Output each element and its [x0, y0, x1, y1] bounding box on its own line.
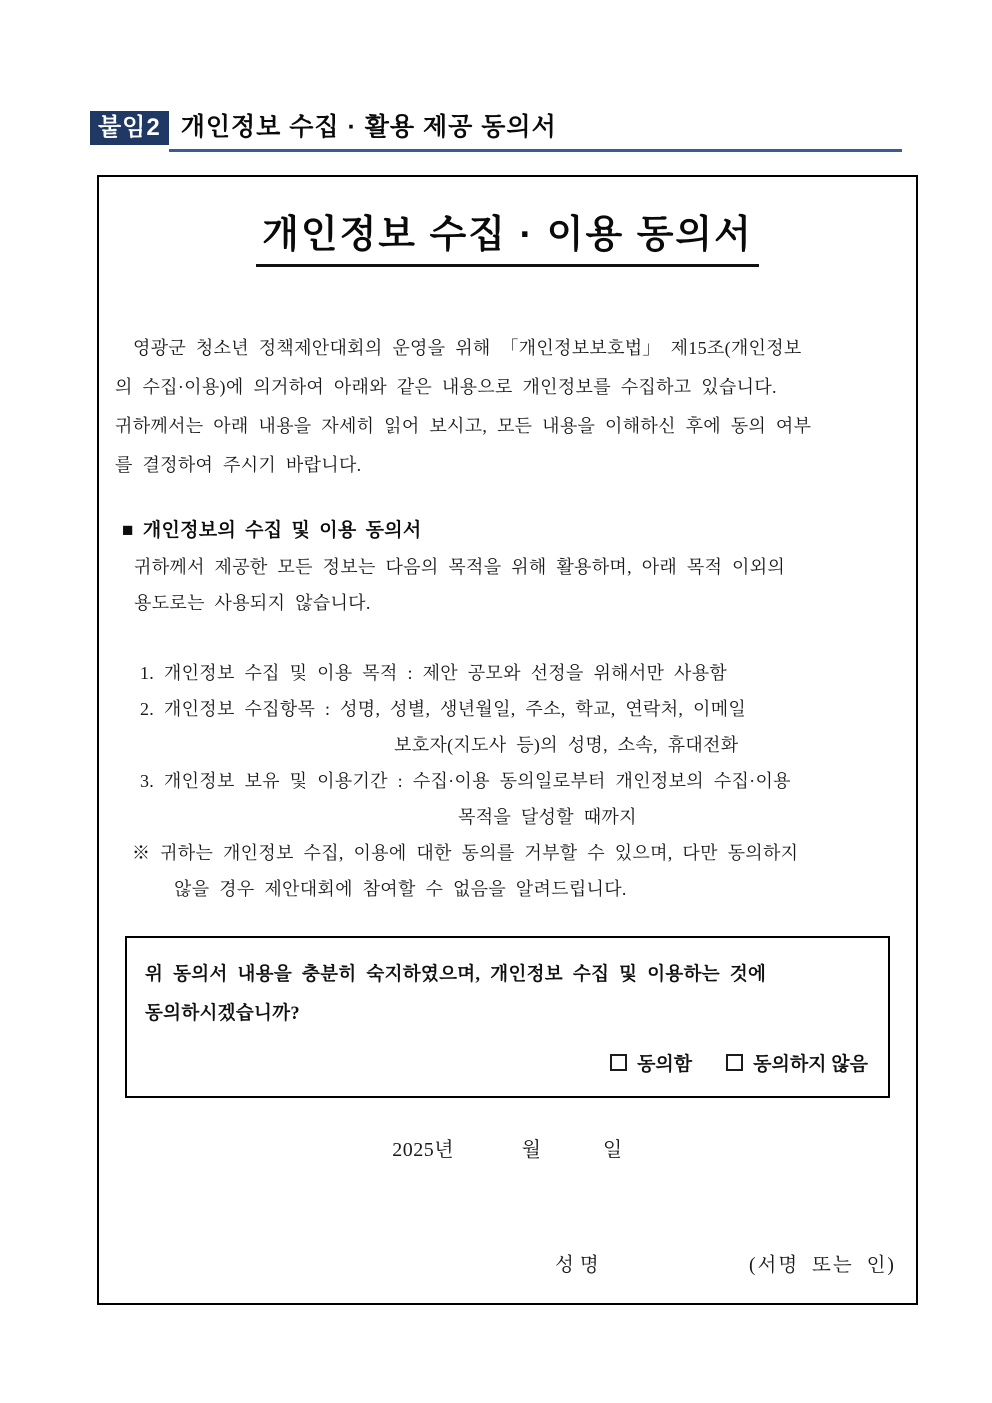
- list-item-2: 2. 개인정보 수집항목 : 성명, 성별, 생년월일, 주소, 학교, 연락처, 이메일: [140, 699, 747, 719]
- intro-line: 귀하께서는 아래 내용을 자세히 읽어 보시고, 모든 내용을 이해하신 후에 동의 여부: [115, 416, 812, 436]
- date-year: 2025년: [392, 1139, 455, 1161]
- signature-line: [99, 1249, 916, 1277]
- intro-line: 의 수집·이용)에 의거하여 아래와 같은 내용으로 개인정보를 수집하고 있습니다.: [115, 377, 777, 397]
- date-line: [99, 1137, 916, 1163]
- consent-question-box: [125, 936, 890, 1098]
- checkbox-disagree-icon[interactable]: [726, 1054, 743, 1071]
- section-line: 용도로는 사용되지 않습니다.: [134, 593, 371, 613]
- checkbox-agree-icon[interactable]: [610, 1054, 627, 1071]
- refusal-note: ※ 귀하는 개인정보 수집, 이용에 대한 동의를 거부할 수 있으며, 다만 동의하지: [132, 843, 799, 863]
- list-item-2-continuation: 보호자(지도사 등)의 성명, 소속, 휴대전화: [394, 735, 739, 755]
- choice-agree-label: 동의함: [637, 1054, 693, 1075]
- info-list: [99, 655, 916, 907]
- date-month: 월: [521, 1139, 542, 1161]
- attachment-header: [90, 111, 902, 152]
- consent-choices: [610, 1049, 868, 1076]
- consent-question: [145, 956, 872, 1034]
- choice-agree[interactable]: [610, 1049, 692, 1076]
- date-day: 일: [602, 1139, 623, 1161]
- consent-question-line: 동의하시겠습니까?: [145, 1004, 300, 1024]
- choice-disagree[interactable]: [726, 1049, 868, 1076]
- consent-form-box: [97, 175, 918, 1305]
- list-item-3: 3. 개인정보 보유 및 이용기간 : 수집·이용 동의일로부터 개인정보의 수집·이용: [140, 771, 791, 791]
- collection-use-section: [99, 513, 916, 621]
- intro-paragraph: [115, 329, 896, 485]
- intro-line: 를 결정하여 주시기 바랍니다.: [115, 455, 362, 475]
- consent-question-line: 위 동의서 내용을 충분히 숙지하였으며, 개인정보 수집 및 이용하는 것에: [145, 965, 767, 985]
- section-heading: ■ 개인정보의 수집 및 이용 동의서: [122, 520, 422, 541]
- document-title-row: [99, 213, 916, 267]
- refusal-note-continuation: 않을 경우 제안대회에 참여할 수 없음을 알려드립니다.: [174, 879, 627, 899]
- signature-name-label: 성명: [555, 1255, 605, 1276]
- attachment-title-underline: [169, 111, 902, 152]
- document-title: 개인정보 수집 · 이용 동의서: [256, 213, 759, 267]
- attachment-badge: 붙임2: [90, 111, 169, 145]
- list-item-3-continuation: 목적을 달성할 때까지: [458, 807, 637, 827]
- section-line: 귀하께서 제공한 모든 정보는 다음의 목적을 위해 활용하며, 아래 목적 이외의: [134, 557, 786, 577]
- signature-stamp-label: (서명 또는 인): [749, 1255, 896, 1276]
- intro-line: 영광군 청소년 정책제안대회의 운영을 위해 「개인정보보호법」 제15조(개인정보: [133, 338, 802, 358]
- attachment-title: 개인정보 수집 · 활용 제공 동의서: [180, 113, 557, 141]
- list-item-1: 1. 개인정보 수집 및 이용 목적 : 제안 공모와 선정을 위해서만 사용함: [140, 663, 728, 683]
- choice-disagree-label: 동의하지 않음: [753, 1054, 868, 1075]
